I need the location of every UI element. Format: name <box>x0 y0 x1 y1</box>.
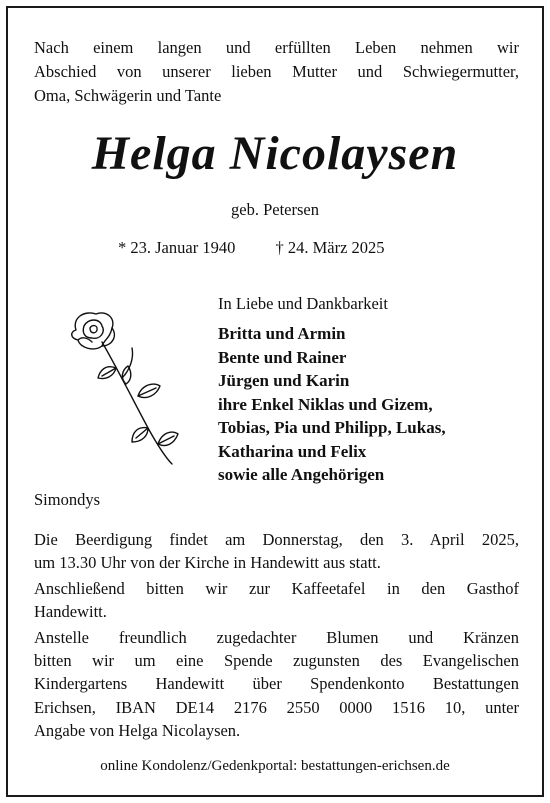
gratitude-line: In Liebe und Dankbarkeit <box>218 294 388 313</box>
mourner-line: Katharina und Felix <box>218 441 367 461</box>
intro-line: Abschied von unserer lieben Mutter und Schwiegermutter, <box>34 62 519 81</box>
obituary-notice <box>6 6 544 797</box>
mourner-line: Tobias, Pia und Philipp, Lukas, <box>218 418 446 437</box>
death-date: † 24. März 2025 <box>275 238 385 257</box>
mourners-list <box>218 322 446 487</box>
reception-line: Handewitt. <box>34 602 107 622</box>
mourner-line: sowie alle Angehörigen <box>218 465 385 484</box>
mourner-line: Jürgen und Karin <box>218 371 350 390</box>
donation-line: Anstelle freundlich zugedachter Blumen und Kränzen <box>34 627 519 647</box>
rose-icon <box>62 308 180 468</box>
donation-line: Erichsen, IBAN DE14 2176 2550 0000 1516 10, unter <box>34 697 519 717</box>
donation-paragraph <box>34 626 519 743</box>
funeral-paragraph <box>34 528 519 575</box>
birth-date: * 23. Januar 1940 <box>118 238 236 257</box>
birth-name: geb. Petersen <box>231 200 319 219</box>
condolence-portal-link[interactable]: online Kondolenz/Gedenkportal: bestattungen-erichsen.de <box>100 758 450 774</box>
mourner-line: Bente und Rainer <box>218 347 347 367</box>
mourner-line: ihre Enkel Niklas und Gizem, <box>218 394 433 414</box>
funeral-details <box>34 528 519 745</box>
intro-line: Nach einem langen und erfüllten Leben nehmen wir <box>34 38 519 57</box>
intro-text <box>34 36 519 108</box>
donation-line: Kindergartens Handewitt über Spendenkonto Bestattungen <box>34 674 519 694</box>
funeral-line: Die Beerdigung findet am Donnerstag, den 3. April 2025, <box>34 530 519 549</box>
reception-paragraph <box>34 577 519 624</box>
funeral-line: um 13.30 Uhr von der Kirche in Handewitt aus statt. <box>34 553 381 573</box>
life-dates <box>118 238 385 258</box>
place-name: Simondys <box>34 490 101 509</box>
intro-line: Oma, Schwägerin und Tante <box>34 86 222 105</box>
mourner-line: Britta und Armin <box>218 324 346 343</box>
deceased-name: Helga Nicolaysen <box>91 127 459 180</box>
reception-line: Anschließend bitten wir zur Kaffeetafel in den Gasthof <box>34 578 519 598</box>
donation-line: bitten wir um eine Spende zugunsten des Evangelischen <box>34 651 519 671</box>
donation-line: Angabe von Helga Nicolaysen. <box>34 721 241 741</box>
